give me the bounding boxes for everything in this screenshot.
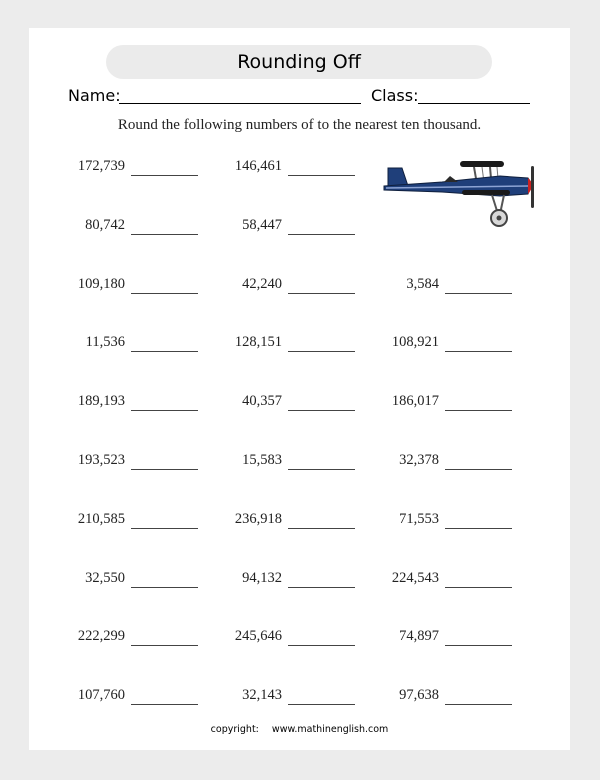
question-item (52, 570, 202, 590)
answer-line[interactable] (288, 234, 355, 235)
question-item (209, 452, 359, 472)
question-item (209, 570, 359, 590)
worksheet-page (29, 28, 570, 750)
question-item (52, 158, 202, 178)
question-item (52, 511, 202, 531)
question-number: 224,543 (391, 569, 439, 586)
question-item (209, 158, 359, 178)
answer-line[interactable] (445, 351, 512, 352)
question-number: 172,739 (77, 158, 125, 174)
question-number: 32,550 (85, 569, 125, 586)
question-item (366, 628, 516, 648)
question-item (209, 628, 359, 648)
question-number: 32,143 (242, 687, 282, 704)
answer-line[interactable] (131, 410, 198, 411)
question-number: 97,638 (399, 687, 439, 704)
answer-line[interactable] (288, 175, 355, 176)
answer-line[interactable] (288, 528, 355, 529)
question-number: 74,897 (399, 628, 439, 645)
question-number: 42,240 (242, 275, 282, 292)
question-number: 11,536 (85, 334, 125, 351)
question-number: 109,180 (77, 275, 125, 292)
question-item (209, 217, 359, 237)
question-number: 222,299 (77, 628, 125, 645)
question-item (366, 393, 516, 413)
answer-line[interactable] (131, 704, 198, 705)
question-item (52, 276, 202, 296)
question-item (209, 334, 359, 354)
biplane-image (382, 160, 537, 230)
question-item (52, 687, 202, 707)
question-item (366, 570, 516, 590)
class-answer-line[interactable] (418, 103, 530, 104)
question-number: 40,357 (242, 393, 282, 410)
instruction-text: Round the following numbers of to the nearest ten thousand. (117, 117, 482, 133)
question-number: 128,151 (234, 334, 282, 351)
answer-line[interactable] (288, 704, 355, 705)
question-number: 189,193 (77, 393, 125, 410)
answer-line[interactable] (445, 469, 512, 470)
question-item (366, 687, 516, 707)
name-label: Name: (68, 86, 121, 105)
answer-line[interactable] (288, 410, 355, 411)
answer-line[interactable] (445, 528, 512, 529)
answer-line[interactable] (131, 469, 198, 470)
question-number: 94,132 (242, 569, 282, 586)
answer-line[interactable] (288, 293, 355, 294)
answer-line[interactable] (131, 293, 198, 294)
question-number: 186,017 (391, 393, 439, 410)
question-item (366, 276, 516, 296)
answer-line[interactable] (288, 351, 355, 352)
question-item (52, 452, 202, 472)
worksheet-title: Rounding Off (106, 45, 492, 79)
answer-line[interactable] (445, 704, 512, 705)
question-number: 32,378 (399, 452, 439, 468)
question-item (209, 393, 359, 413)
question-item (209, 276, 359, 296)
question-item (366, 511, 516, 531)
question-number: 107,760 (77, 687, 125, 704)
question-item (366, 452, 516, 472)
question-item (52, 393, 202, 413)
question-number: 108,921 (391, 334, 439, 351)
question-number: 71,553 (399, 510, 439, 527)
answer-line[interactable] (131, 175, 198, 176)
question-number: 193,523 (77, 452, 125, 468)
copyright-footer (29, 724, 570, 735)
question-item (52, 628, 202, 648)
answer-line[interactable] (445, 293, 512, 294)
answer-line[interactable] (131, 587, 198, 588)
question-number: 210,585 (77, 510, 125, 527)
answer-line[interactable] (288, 587, 355, 588)
answer-line[interactable] (288, 469, 355, 470)
answer-line[interactable] (131, 234, 198, 235)
question-item (209, 511, 359, 531)
question-item (52, 334, 202, 354)
question-number: 3,584 (406, 275, 439, 292)
answer-line[interactable] (445, 410, 512, 411)
answer-line[interactable] (131, 351, 198, 352)
question-number: 80,742 (85, 216, 125, 233)
answer-line[interactable] (445, 645, 512, 646)
answer-line[interactable] (445, 587, 512, 588)
name-answer-line[interactable] (119, 103, 361, 104)
class-label: Class: (371, 86, 419, 105)
question-item (366, 334, 516, 354)
answer-line[interactable] (131, 645, 198, 646)
question-number: 15,583 (242, 452, 282, 468)
copyright-site-link[interactable]: www.mathinenglish.com (271, 724, 389, 735)
question-number: 245,646 (234, 628, 282, 645)
question-item (52, 217, 202, 237)
question-number: 146,461 (234, 158, 282, 174)
answer-line[interactable] (288, 645, 355, 646)
copyright-label: copyright: (210, 724, 259, 735)
answer-line[interactable] (131, 528, 198, 529)
question-number: 236,918 (234, 510, 282, 527)
question-number: 58,447 (242, 216, 282, 233)
question-item (209, 687, 359, 707)
